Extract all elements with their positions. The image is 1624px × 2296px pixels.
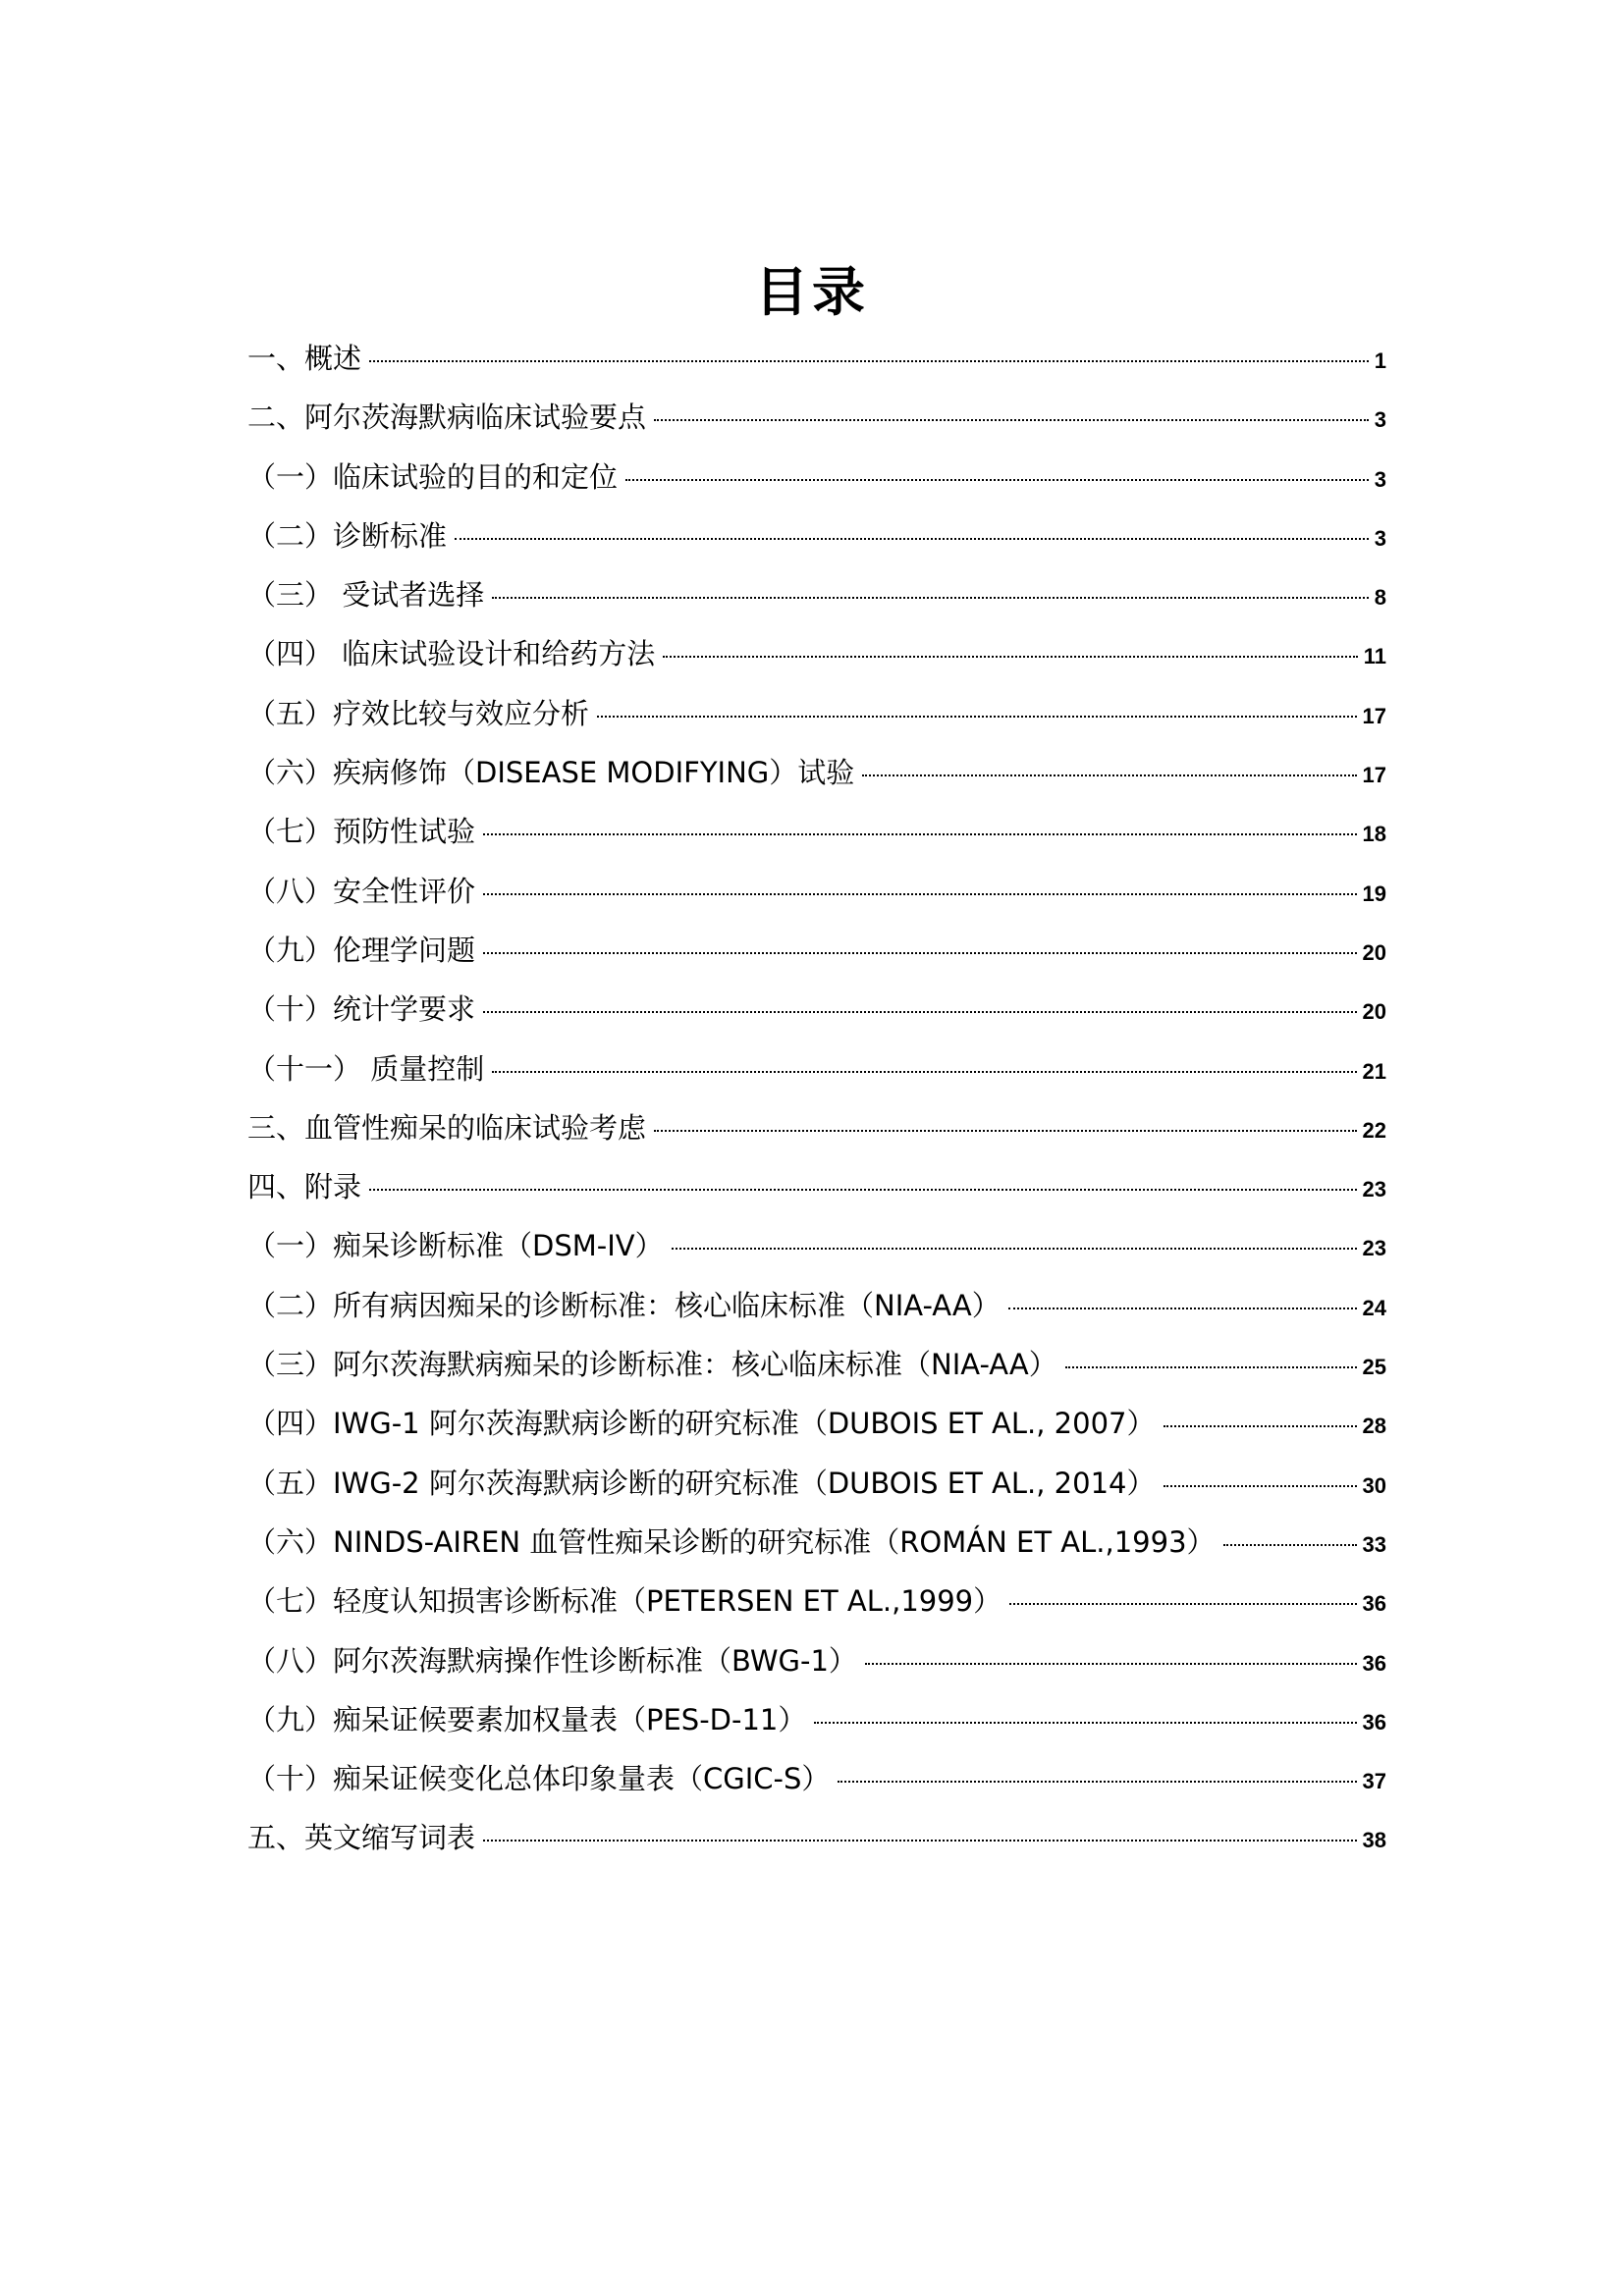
toc-page-number: 28 (1362, 1414, 1386, 1439)
toc-dot-leader (597, 716, 1357, 718)
toc-entry-title: （一）临床试验的目的和定位 (247, 459, 619, 494)
toc-dot-leader (654, 1130, 1357, 1132)
toc-page-number: 21 (1362, 1058, 1386, 1084)
toc-entry[interactable] (247, 507, 1386, 565)
toc-page-number: 36 (1362, 1591, 1386, 1617)
toc-entry-title: （三）阿尔茨海默病痴呆的诊断标准：核心临床标准（NIA-AA） (247, 1348, 1057, 1382)
toc-entry[interactable] (247, 388, 1386, 447)
toc-entry-title: 二、阿尔茨海默病临床试验要点 (247, 400, 647, 435)
toc-page-number: 25 (1362, 1355, 1386, 1380)
toc-entry-title: （五）疗效比较与效应分析 (247, 696, 590, 730)
toc-entry[interactable] (247, 980, 1386, 1039)
toc-entry-title: （五）IWG-2 阿尔茨海默病诊断的研究标准（DUBOIS ET AL., 2014） (247, 1466, 1156, 1500)
toc-page-number: 23 (1362, 1177, 1386, 1202)
toc-dot-leader (492, 597, 1369, 599)
toc-entry[interactable] (247, 1276, 1386, 1335)
toc-entry-title: （十）统计学要求 (247, 992, 476, 1027)
toc-dot-leader (455, 538, 1369, 540)
toc-entry-title: （十一） 质量控制 (247, 1051, 485, 1086)
toc-entry-title: （九）痴呆证候要素加权量表（PES-D-11） (247, 1702, 807, 1736)
toc-entry-title: （八）阿尔茨海默病操作性诊断标准（BWG-1） (247, 1643, 857, 1678)
toc-page-number: 17 (1362, 763, 1386, 788)
toc-dot-leader (483, 952, 1357, 954)
toc-page-number: 17 (1362, 703, 1386, 728)
toc-dot-leader (369, 360, 1369, 362)
toc-entry-title: （二）诊断标准 (247, 518, 448, 553)
toc-entry[interactable] (247, 1335, 1386, 1394)
toc-entry-title: （四） 临床试验设计和给药方法 (247, 637, 656, 671)
toc-page-number: 18 (1362, 822, 1386, 847)
toc-entry[interactable] (247, 1098, 1386, 1157)
toc-entry[interactable] (247, 1394, 1386, 1453)
toc-page-number: 33 (1362, 1531, 1386, 1557)
toc-entry-title: 三、血管性痴呆的临床试验考虑 (247, 1110, 647, 1145)
toc-dot-leader (1223, 1544, 1357, 1546)
page-title: 目录 (755, 261, 869, 324)
toc-page-number: 3 (1374, 525, 1386, 551)
toc-page-number: 22 (1362, 1117, 1386, 1143)
toc-entry[interactable] (247, 1572, 1386, 1630)
toc-dot-leader (865, 1663, 1357, 1665)
toc-entry-title: 四、附录 (247, 1170, 362, 1204)
toc-entry[interactable] (247, 1216, 1386, 1275)
toc-page-number: 8 (1374, 585, 1386, 611)
toc-entry[interactable] (247, 1749, 1386, 1808)
toc-dot-leader (1164, 1485, 1357, 1487)
toc-entry[interactable] (247, 1808, 1386, 1867)
toc-page-number: 30 (1362, 1472, 1386, 1498)
toc-entry-title: （九）伦理学问题 (247, 933, 476, 967)
toc-entry-title: （七）轻度认知损害诊断标准（PETERSEN ET AL.,1999） (247, 1584, 1002, 1619)
toc-entry[interactable] (247, 624, 1386, 683)
toc-dot-leader (1164, 1425, 1357, 1427)
toc-page-number: 20 (1362, 939, 1386, 965)
toc-entry[interactable] (247, 1513, 1386, 1572)
toc-dot-leader (654, 419, 1369, 421)
toc-page-number: 36 (1362, 1650, 1386, 1676)
toc-entry[interactable] (247, 1690, 1386, 1749)
toc-entry[interactable] (247, 329, 1386, 388)
toc-entry[interactable] (247, 1157, 1386, 1216)
toc-entry[interactable] (247, 743, 1386, 802)
toc-page-number: 3 (1374, 466, 1386, 492)
toc-entry-title: （三） 受试者选择 (247, 578, 485, 613)
toc-page-number: 19 (1362, 881, 1386, 906)
toc-entry[interactable] (247, 448, 1386, 507)
toc-dot-leader (672, 1248, 1357, 1250)
toc-entry-title: （八）安全性评价 (247, 874, 476, 908)
toc-entry[interactable] (247, 1040, 1386, 1098)
toc-dot-leader (625, 479, 1369, 481)
toc-dot-leader (814, 1722, 1356, 1724)
toc-entry[interactable] (247, 862, 1386, 921)
toc-dot-leader (862, 774, 1356, 776)
toc-dot-leader (1009, 1603, 1356, 1605)
toc-entry-title: （六）疾病修饰（DISEASE MODIFYING）试验 (247, 756, 855, 790)
toc-entry[interactable] (247, 1631, 1386, 1690)
toc-dot-leader (663, 656, 1358, 658)
toc-page-number: 24 (1362, 1295, 1386, 1320)
toc-page-number: 23 (1362, 1236, 1386, 1261)
toc-dot-leader (483, 1840, 1357, 1842)
toc-dot-leader (483, 893, 1357, 895)
toc-page-number: 3 (1374, 407, 1386, 433)
toc-page-number: 36 (1362, 1709, 1386, 1735)
toc-page-number: 11 (1363, 644, 1386, 669)
toc-dot-leader (492, 1071, 1356, 1073)
toc-dot-leader (369, 1189, 1357, 1191)
toc-entry[interactable] (247, 802, 1386, 861)
toc-entry[interactable] (247, 565, 1386, 624)
toc-dot-leader (838, 1781, 1356, 1783)
toc-dot-leader (483, 1011, 1357, 1013)
toc-entry-title: （十）痴呆证候变化总体印象量表（CGIC-S） (247, 1762, 831, 1796)
toc-entry-title: （六）NINDS-AIREN 血管性痴呆诊断的研究标准（ROMÁN ET AL.,1993） (247, 1524, 1216, 1559)
toc-page-number: 38 (1362, 1828, 1386, 1853)
toc-page-number: 20 (1362, 999, 1386, 1025)
toc-entry[interactable] (247, 921, 1386, 980)
toc-entry-title: （四）IWG-1 阿尔茨海默病诊断的研究标准（DUBOIS ET AL., 2007） (247, 1407, 1156, 1441)
toc-dot-leader (1008, 1308, 1357, 1309)
table-of-contents (247, 329, 1386, 1868)
toc-dot-leader (1065, 1366, 1357, 1368)
toc-entry-title: （七）预防性试验 (247, 815, 476, 849)
toc-entry-title: 一、概述 (247, 342, 362, 375)
toc-entry[interactable] (247, 684, 1386, 743)
toc-entry-title: （二）所有病因痴呆的诊断标准：核心临床标准（NIA-AA） (247, 1288, 1001, 1322)
toc-entry-title: （一）痴呆诊断标准（DSM-IV） (247, 1229, 664, 1263)
toc-page-number: 37 (1362, 1769, 1386, 1794)
toc-entry-title: 五、英文缩写词表 (247, 1821, 476, 1855)
toc-dot-leader (483, 833, 1357, 835)
toc-entry[interactable] (247, 1454, 1386, 1513)
toc-page-number: 1 (1374, 348, 1386, 373)
